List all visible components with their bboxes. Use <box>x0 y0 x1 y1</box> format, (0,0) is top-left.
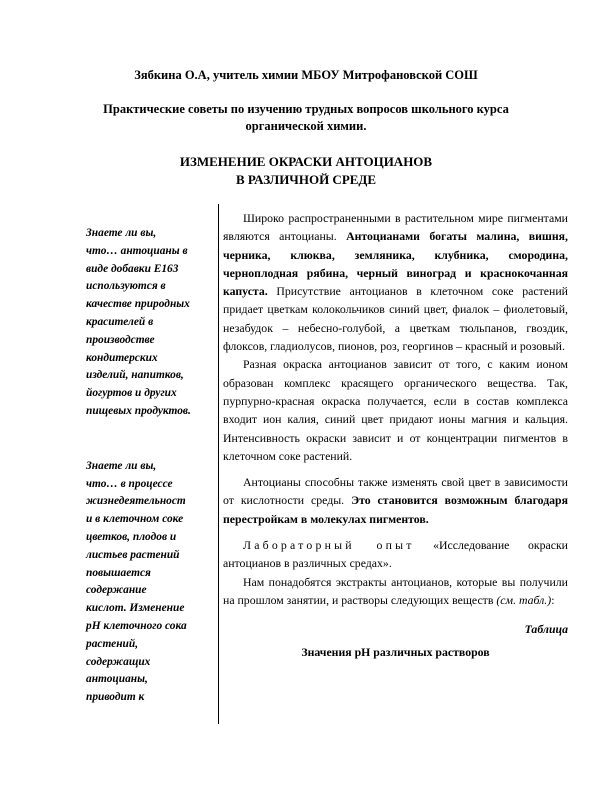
paragraph-3 <box>223 473 568 528</box>
title-line-2: В РАЗЛИЧНОЙ СРЕДЕ <box>235 172 377 187</box>
lab-experiment-title: «Исследование окраски антоцианов в различных средах». <box>223 538 568 571</box>
main-text <box>223 209 568 661</box>
paragraph-3-highlight: Это становится возможным благодаря перестройкам в молекулах пигментов. <box>223 493 569 526</box>
document-subtitle: Практические советы по изучению трудных вопросов школьного курса органической химии. <box>103 102 509 133</box>
paragraph-4 <box>223 536 568 573</box>
paragraph-5-text: Нам понадобятся экстракты антоцианов, которые вы получили на прошлом занятии, и растворы следующих веществ <box>223 574 568 607</box>
author-line: Зябкина О.А, учитель химии МБОУ Митрофановской СОШ <box>134 68 478 82</box>
lab-experiment-label: Лабораторный опыт <box>243 538 415 553</box>
table-caption: Значения pH различных растворов <box>301 644 490 659</box>
paragraph-1-highlight: Антоцианами богаты малина, вишня, черника, клюква, земляника, клубника, смородина, черноплодная рябина, черный виноград и краснокочанная капуста. <box>223 229 569 299</box>
paragraph-5-end: : <box>551 592 555 607</box>
paragraph-2: Разная окраска антоцианов зависит от того, с каким ионом образован комплекс красящего органического вещества. Так, пурпурно-красная окраска получается, если в состав комплекса входит ион калия, синий цвет придают ионы магния и кальция. Интенсивность окраски зависит и от концентрации пигментов в клеточном соке растений. <box>223 357 568 463</box>
paragraph-1 <box>223 209 568 355</box>
sidebar-note-2: Знаете ли вы, что… в процессе жизнедеятельност и в клеточном соке цветков, плодов и листьев растений повышается содержание кислот. Изменение pH клеточного сока растений, содержащих антоцианы, приводит к <box>86 459 187 704</box>
sidebar-note-1: Знаете ли вы, что… антоцианы в виде добавки Е163 используются в качестве природных красителей в производстве кондитерских изделий, напитков, йогуртов и других пищевых продуктов. <box>86 227 191 417</box>
paragraph-5 <box>223 573 568 610</box>
paragraph-1-rest: Присутствие антоцианов в клеточном соке растений придает цветкам колокольчиков синий цвет, фиалок – фиолетовый, незабудок – небесно-голубой, а цветкам тюльпанов, гвоздик, флоксов, гладиолусов, пионов, роз, георгинов – красный и розовый. <box>223 284 568 354</box>
paragraph-1-intro: Широко распространенными в растительном мире пигментами являются антоцианы. <box>223 211 568 244</box>
sidebar-notes <box>86 225 214 707</box>
table-reference: (см. табл.) <box>496 592 552 607</box>
document-title <box>0 153 612 189</box>
paragraph-3-intro: Антоцианы способны также изменять свой цвет в зависимости от кислотности среды. <box>223 475 568 508</box>
column-divider <box>218 204 219 724</box>
title-line-1: ИЗМЕНЕНИЕ ОКРАСКИ АНТОЦИАНОВ <box>179 154 433 169</box>
table-label: Таблица <box>524 622 568 637</box>
